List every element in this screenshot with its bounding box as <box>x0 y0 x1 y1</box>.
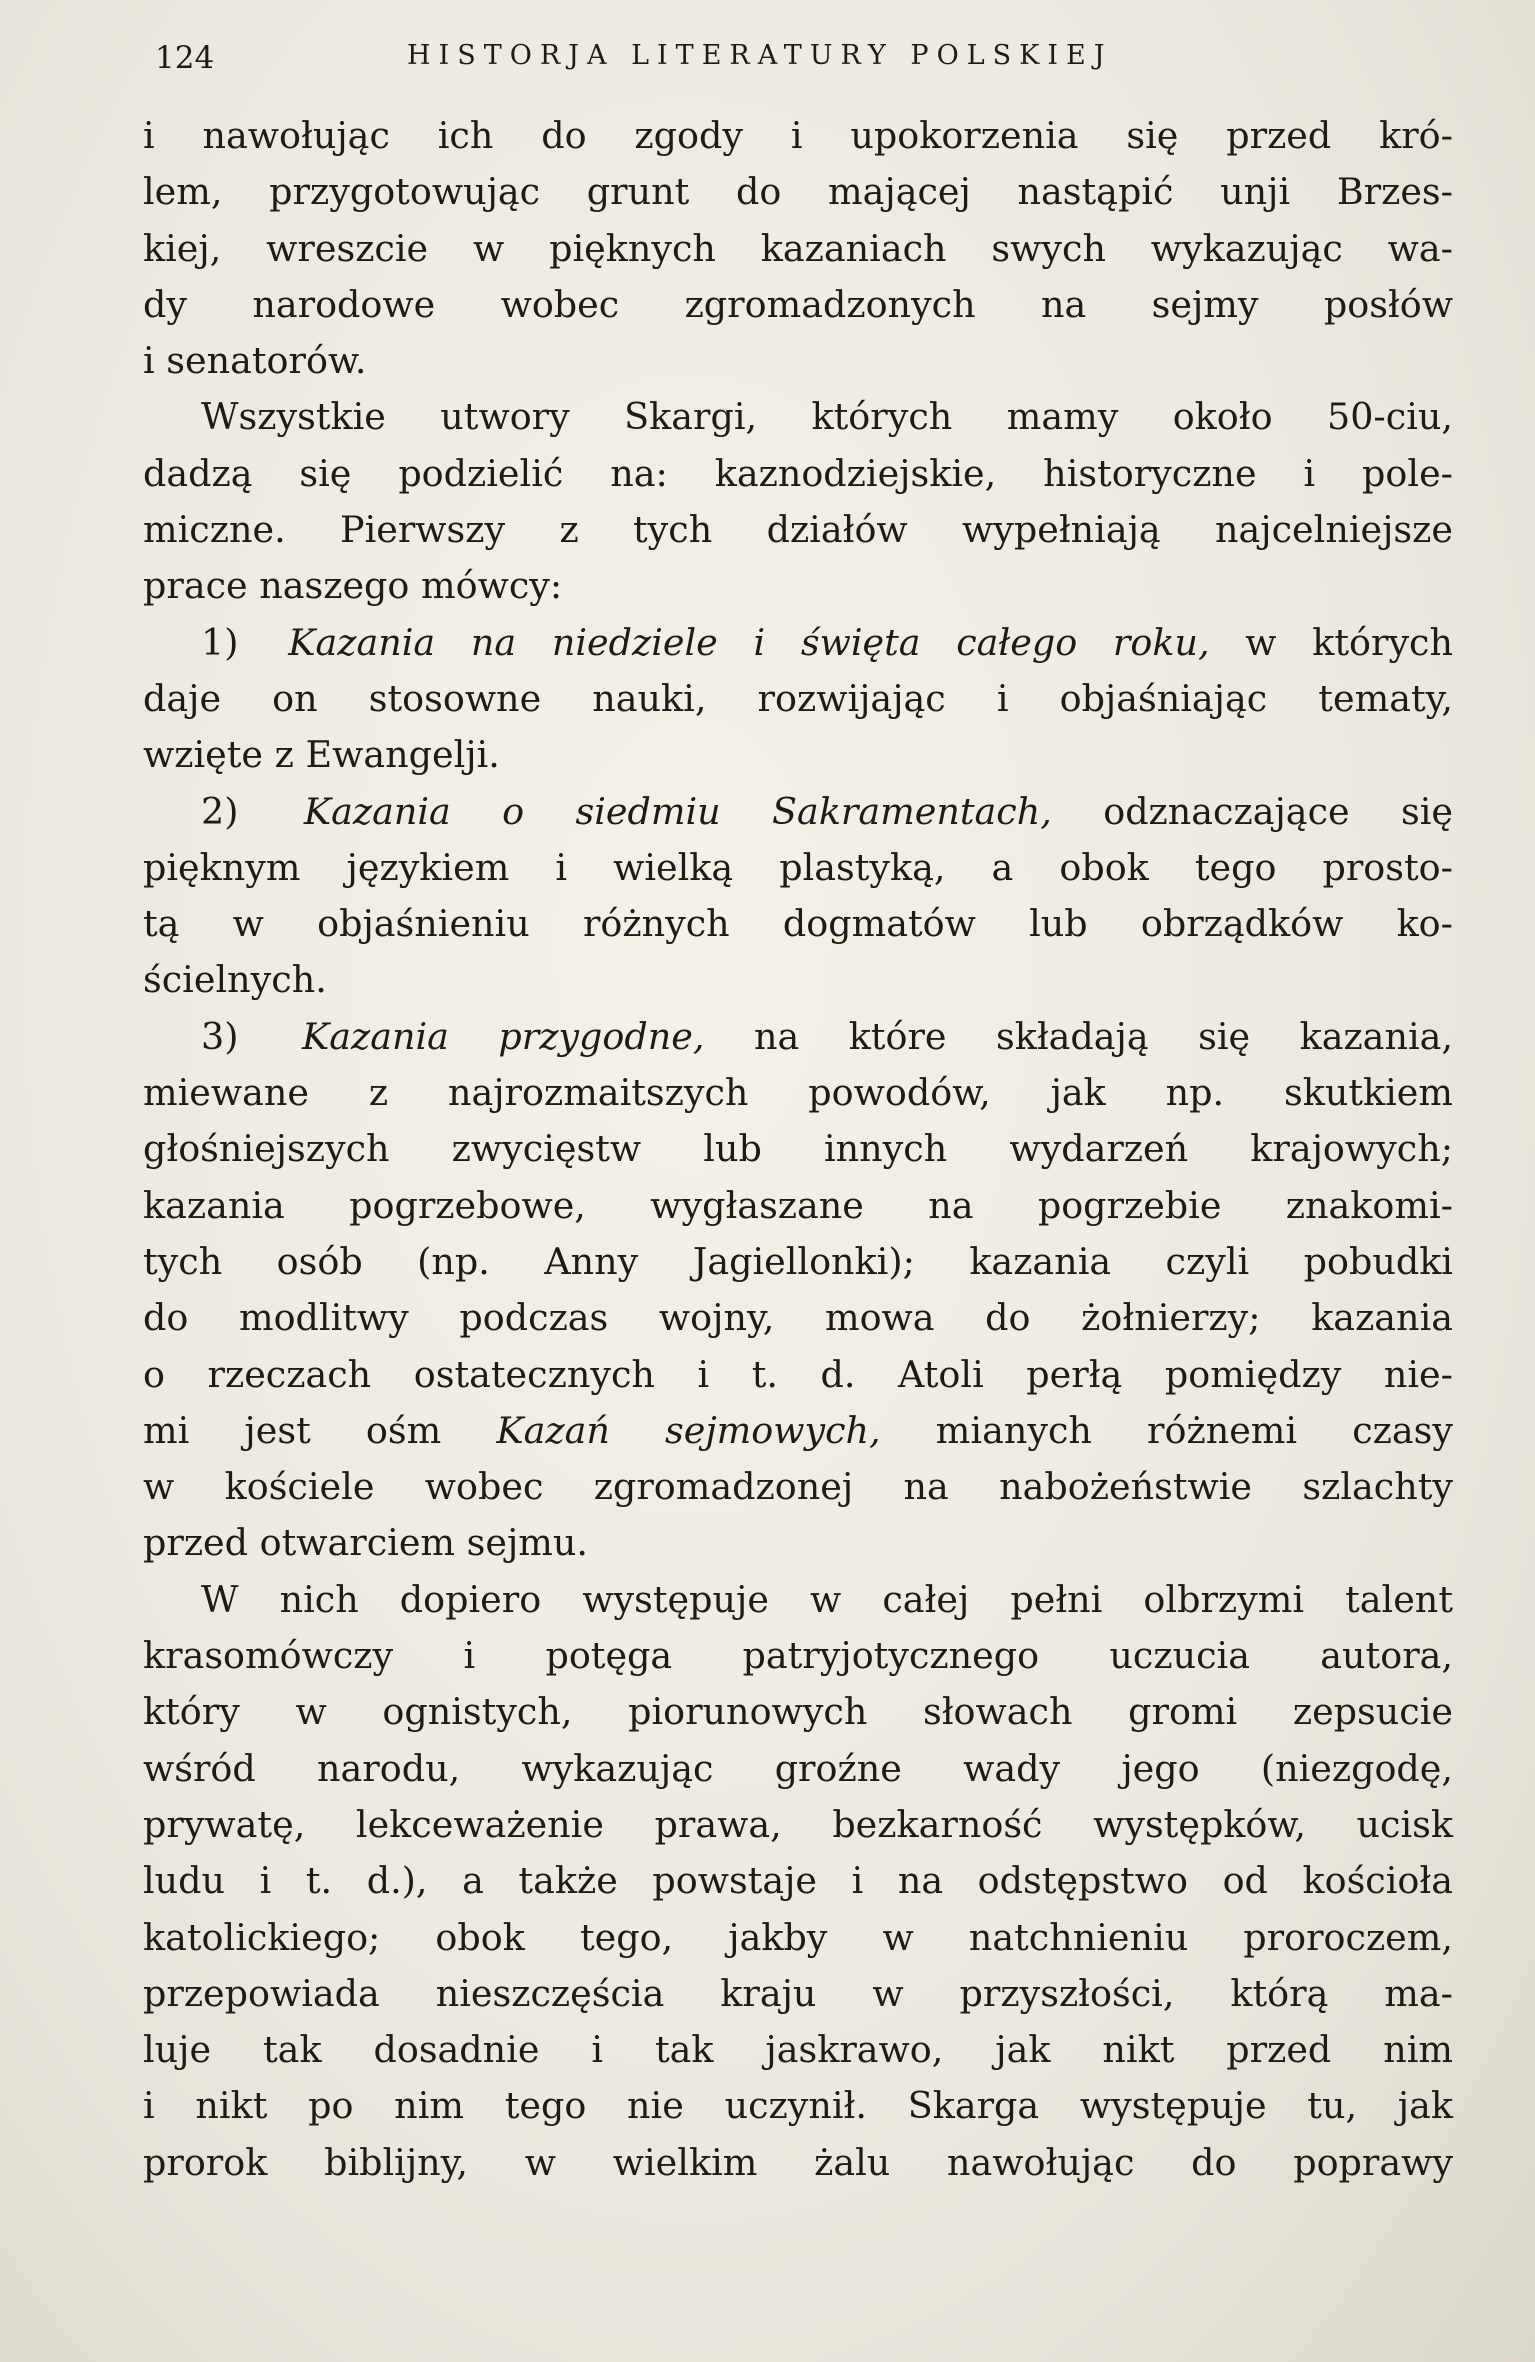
work-title: Kazań sejmowych, <box>496 1408 881 1452</box>
text-line: ścielnych. <box>143 958 327 1002</box>
text-line: tą w objaśnieniu różnych dogmatów lub obrządków ko- <box>143 902 1453 946</box>
text-line: miewane z najrozmaitszych powodów, jak np. skutkiem <box>143 1071 1453 1115</box>
text-line: który w ognistych, piorunowych słowach gromi zepsucie <box>143 1690 1453 1734</box>
text-line: miczne. Pierwszy z tych działów wypełniają najcelniejsze <box>143 508 1453 552</box>
text-line: wzięte z Ewangelji. <box>143 733 500 777</box>
text-line: dadzą się podzielić na: kaznodziejskie, historyczne i pole- <box>143 451 1453 495</box>
work-title: Kazania na niedziele i święta całego roku, <box>288 620 1210 664</box>
text-line: W nich dopiero występuje w całej pełni olbrzymi talent <box>201 1577 1453 1621</box>
text-line: ludu i t. d.), a także powstaje i na odstępstwo od kościoła <box>143 1859 1453 1903</box>
text-line: wśród narodu, wykazując groźne wady jego (niezgodę, <box>143 1746 1453 1790</box>
text-line: prywatę, lekceważenie prawa, bezkarność występków, ucisk <box>143 1802 1453 1846</box>
text-line: i senatorów. <box>143 339 367 383</box>
item-number: 2) <box>201 789 239 833</box>
text-fragment: mi jest ośm <box>143 1408 442 1452</box>
work-title: Kazania przygodne, <box>301 1014 705 1058</box>
text-line: prorok biblijny, w wielkim żalu nawołując do poprawy <box>143 2140 1453 2184</box>
text-line: i nikt po nim tego nie uczynił. Skarga występuje tu, jak <box>143 2084 1453 2128</box>
work-title: Kazania o siedmiu Sakramentach, <box>303 789 1052 833</box>
text-line: do modlitwy podczas wojny, mowa do żołnierzy; kazania <box>143 1296 1453 1340</box>
text-line: krasomówczy i potęga patryjotycznego uczucia autora, <box>143 1634 1453 1678</box>
text-line: dy narodowe wobec zgromadzonych na sejmy posłów <box>143 282 1453 326</box>
text-line: katolickiego; obok tego, jakby w natchnieniu proroczem, <box>143 1915 1453 1959</box>
text-line: kazania pogrzebowe, wygłaszane na pogrzebie znakomi- <box>143 1183 1453 1227</box>
sejm-sermons-line <box>143 1403 1453 1459</box>
page-header <box>155 40 1455 90</box>
text-line: pięknym językiem i wielką plastyką, a obok tego prosto- <box>143 845 1453 889</box>
text-line: w kościele wobec zgromadzonej na nabożeństwie szlachty <box>143 1465 1453 1509</box>
text-line: Wszystkie utwory Skargi, których mamy około 50-ciu, <box>201 395 1453 439</box>
text-line: kiej, wreszcie w pięknych kazaniach swych wykazując wa- <box>143 226 1453 270</box>
text-fragment: na które składają się kazania, <box>753 1014 1453 1058</box>
text-line: daje on stosowne nauki, rozwijając i objaśniając tematy, <box>143 676 1453 720</box>
text-line: lem, przygotowując grunt do mającej nastąpić unji Brzes- <box>143 170 1453 214</box>
list-item-2-first-line <box>143 784 1453 840</box>
list-item-1-first-line <box>143 615 1453 671</box>
text-line: tych osób (np. Anny Jagiellonki); kazania czyli pobudki <box>143 1239 1453 1283</box>
text-line: i nawołując ich do zgody i upokorzenia się przed kró- <box>143 114 1453 157</box>
page-number: 124 <box>155 40 215 76</box>
text-line: prace naszego mówcy: <box>143 564 563 608</box>
text-line: luje tak dosadnie i tak jaskrawo, jak nikt przed nim <box>143 2028 1453 2072</box>
item-number: 3) <box>201 1014 239 1058</box>
page-body <box>143 108 1453 2191</box>
text-fragment: mianych różnemi czasy <box>935 1408 1453 1452</box>
running-title: HISTORJA LITERATURY POLSKIEJ <box>407 40 1113 71</box>
text-fragment: odznaczające się <box>1103 789 1453 833</box>
text-fragment: w których <box>1245 620 1454 664</box>
text-line: o rzeczach ostatecznych i t. d. Atoli perłą pomiędzy nie- <box>143 1352 1453 1396</box>
list-item-3-first-line <box>143 1009 1453 1065</box>
text-line: przepowiada nieszczęścia kraju w przyszłości, którą ma- <box>143 1971 1453 2015</box>
item-number: 1) <box>201 620 239 664</box>
text-line: przed otwarciem sejmu. <box>143 1521 589 1565</box>
text-line: głośniejszych zwycięstw lub innych wydarzeń krajowych; <box>143 1127 1453 1171</box>
